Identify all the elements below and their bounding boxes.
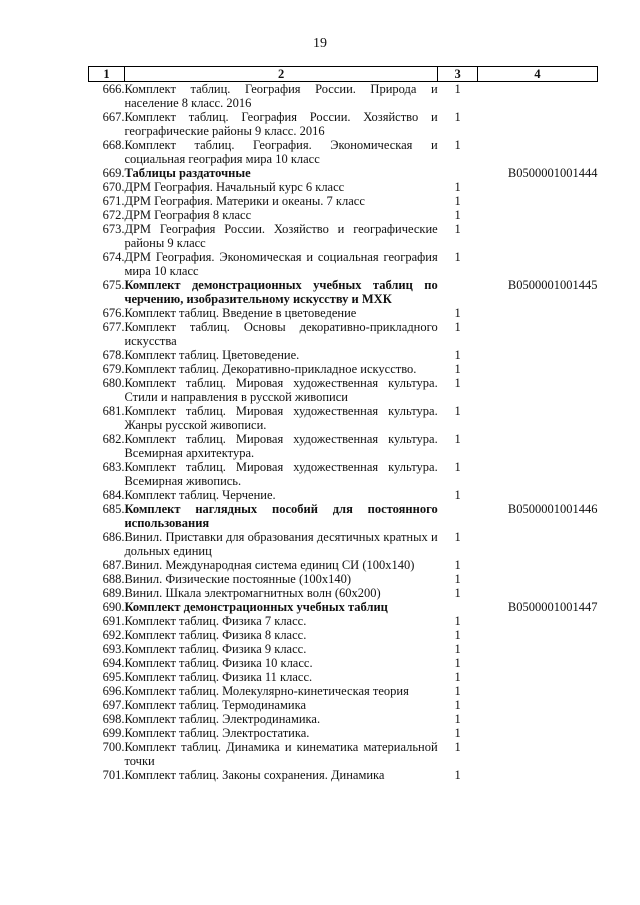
item-quantity: 1 xyxy=(454,768,461,782)
item-code xyxy=(478,208,598,222)
row-number: 684. xyxy=(102,488,125,502)
item-code xyxy=(478,404,598,432)
row-number: 681. xyxy=(102,404,125,418)
item-quantity: 1 xyxy=(454,320,461,334)
row-number: 685. xyxy=(102,502,125,516)
table-row xyxy=(89,110,598,138)
row-number: 678. xyxy=(102,348,125,362)
row-number: 699. xyxy=(102,726,125,740)
row-number: 697. xyxy=(102,698,125,712)
item-name: Комплект демонстрационных учебных таблиц xyxy=(124,600,388,614)
row-number: 668. xyxy=(102,138,125,152)
table-row xyxy=(89,404,598,432)
column-header-1: 1 xyxy=(89,67,125,82)
item-quantity: 1 xyxy=(454,348,461,362)
row-number: 692. xyxy=(102,628,125,642)
item-code: B0500001001445 xyxy=(507,278,598,292)
item-name: Комплект демонстрационных учебных таблиц по черчению, изобразительному искусству и МХК xyxy=(124,278,438,306)
row-number: 701. xyxy=(102,768,125,782)
table-body xyxy=(89,82,598,783)
item-quantity: 1 xyxy=(454,572,461,586)
item-quantity: 1 xyxy=(454,180,461,194)
item-name: Винил. Шкала электромагнитных волн (60х200) xyxy=(124,586,381,600)
table-header xyxy=(89,67,598,82)
table-row xyxy=(89,166,598,180)
table-row xyxy=(89,208,598,222)
table-row xyxy=(89,628,598,642)
item-code xyxy=(478,558,598,572)
item-name: ДРМ География 8 класс xyxy=(124,208,252,222)
column-header-3: 3 xyxy=(438,67,478,82)
table-row xyxy=(89,726,598,740)
row-number: 673. xyxy=(102,222,125,236)
row-number: 669. xyxy=(102,166,125,180)
row-number: 677. xyxy=(102,320,125,334)
row-number: 667. xyxy=(102,110,125,124)
item-quantity: 1 xyxy=(454,82,461,96)
item-code xyxy=(478,348,598,362)
row-number: 689. xyxy=(102,586,125,600)
item-name: Комплект таблиц. Молекулярно-кинетическая теория xyxy=(124,684,409,698)
item-quantity: 1 xyxy=(454,614,461,628)
table-row xyxy=(89,586,598,600)
table-row xyxy=(89,768,598,782)
item-code xyxy=(478,642,598,656)
item-name: Винил. Приставки для образования десятичных кратных и дольных единиц xyxy=(124,530,438,558)
item-code: B0500001001446 xyxy=(507,502,598,516)
table-row xyxy=(89,250,598,278)
item-quantity: 1 xyxy=(454,362,461,376)
item-quantity xyxy=(438,278,478,306)
item-code: B0500001001444 xyxy=(507,166,598,180)
table-row xyxy=(89,488,598,502)
item-quantity: 1 xyxy=(454,460,461,474)
row-number: 674. xyxy=(102,250,125,264)
table-row xyxy=(89,278,598,306)
item-code xyxy=(478,376,598,404)
item-name: Комплект таблиц. Мировая художественная культура. Всемирная архитектура. xyxy=(124,432,438,460)
item-code xyxy=(478,306,598,320)
row-number: 670. xyxy=(102,180,125,194)
table-row xyxy=(89,740,598,768)
item-name: Комплект таблиц. Физика 7 класс. xyxy=(124,614,307,628)
item-code xyxy=(478,488,598,502)
item-quantity: 1 xyxy=(454,530,461,544)
table-row xyxy=(89,530,598,558)
table-row xyxy=(89,348,598,362)
item-quantity: 1 xyxy=(454,684,461,698)
item-quantity: 1 xyxy=(454,656,461,670)
item-code: B0500001001447 xyxy=(507,600,598,614)
row-number: 690. xyxy=(102,600,125,614)
inventory-table xyxy=(88,66,598,782)
table-row xyxy=(89,656,598,670)
row-number: 675. xyxy=(102,278,125,292)
item-name: Комплект таблиц. Введение в цветоведение xyxy=(124,306,357,320)
item-code xyxy=(478,110,598,138)
item-quantity: 1 xyxy=(454,138,461,152)
item-name: Винил. Международная система единиц СИ (100х140) xyxy=(124,558,415,572)
item-name: Комплект таблиц. Физика 8 класс. xyxy=(124,628,307,642)
item-name: Комплект таблиц. Термодинамика xyxy=(124,698,307,712)
row-number: 683. xyxy=(102,460,125,474)
item-name: Таблицы раздаточные xyxy=(124,166,251,180)
item-code xyxy=(478,740,598,768)
page-number: 19 xyxy=(313,36,327,51)
item-code xyxy=(478,460,598,488)
table-row xyxy=(89,600,598,614)
item-name: Комплект таблиц. География России. Хозяйство и географические районы 9 класс. 2016 xyxy=(124,110,438,138)
item-name: Комплект таблиц. География. Экономическая и социальная география мира 10 класс xyxy=(124,138,438,166)
row-number: 698. xyxy=(102,712,125,726)
item-name: Комплект таблиц. Электродинамика. xyxy=(124,712,321,726)
item-quantity: 1 xyxy=(454,222,461,236)
row-number: 700. xyxy=(102,740,125,754)
row-number: 676. xyxy=(102,306,125,320)
table-row xyxy=(89,376,598,404)
item-name: Комплект таблиц. Физика 10 класс. xyxy=(124,656,313,670)
table-row xyxy=(89,614,598,628)
table-row xyxy=(89,684,598,698)
item-name: ДРМ География. Материки и океаны. 7 класс xyxy=(124,194,365,208)
table-row xyxy=(89,320,598,348)
row-number: 696. xyxy=(102,684,125,698)
table-row xyxy=(89,572,598,586)
item-code xyxy=(478,698,598,712)
row-number: 687. xyxy=(102,558,125,572)
table-row xyxy=(89,362,598,376)
row-number: 693. xyxy=(102,642,125,656)
item-quantity: 1 xyxy=(454,404,461,418)
item-code xyxy=(478,712,598,726)
item-quantity: 1 xyxy=(454,250,461,264)
item-quantity: 1 xyxy=(454,488,461,502)
item-code xyxy=(478,138,598,166)
item-quantity: 1 xyxy=(454,306,461,320)
item-name: ДРМ География России. Хозяйство и географические районы 9 класс xyxy=(124,222,438,250)
item-quantity: 1 xyxy=(454,670,461,684)
item-code xyxy=(478,362,598,376)
table-row xyxy=(89,558,598,572)
row-number: 679. xyxy=(102,362,125,376)
item-quantity: 1 xyxy=(454,194,461,208)
item-name: ДРМ География. Начальный курс 6 класс xyxy=(124,180,345,194)
item-code xyxy=(478,180,598,194)
row-number: 694. xyxy=(102,656,125,670)
item-name: Комплект наглядных пособий для постоянного использования xyxy=(124,502,438,530)
row-number: 680. xyxy=(102,376,125,390)
item-quantity: 1 xyxy=(454,642,461,656)
item-quantity: 1 xyxy=(454,110,461,124)
item-name: Комплект таблиц. Мировая художественная культура. Стили и направления в русской живописи xyxy=(124,376,438,404)
item-name: Комплект таблиц. Цветоведение. xyxy=(124,348,300,362)
item-code xyxy=(478,768,598,782)
item-name: ДРМ География. Экономическая и социальная география мира 10 класс xyxy=(124,250,438,278)
table-row xyxy=(89,306,598,320)
item-quantity: 1 xyxy=(454,698,461,712)
item-code xyxy=(478,684,598,698)
item-quantity: 1 xyxy=(454,558,461,572)
item-name: Винил. Физические постоянные (100х140) xyxy=(124,572,352,586)
row-number: 691. xyxy=(102,614,125,628)
item-quantity: 1 xyxy=(454,376,461,390)
item-name: Комплект таблиц. Физика 9 класс. xyxy=(124,642,307,656)
item-code xyxy=(478,614,598,628)
table-row xyxy=(89,642,598,656)
column-header-4: 4 xyxy=(478,67,598,82)
item-code xyxy=(478,572,598,586)
item-quantity: 1 xyxy=(454,432,461,446)
item-quantity xyxy=(438,502,478,530)
row-number: 682. xyxy=(102,432,125,446)
table-row xyxy=(89,712,598,726)
table-row xyxy=(89,432,598,460)
item-quantity: 1 xyxy=(454,628,461,642)
item-quantity: 1 xyxy=(454,586,461,600)
item-quantity xyxy=(438,600,478,614)
item-name: Комплект таблиц. Динамика и кинематика материальной точки xyxy=(124,740,438,768)
item-name: Комплект таблиц. Основы декоративно-прикладного искусства xyxy=(124,320,438,348)
row-number: 695. xyxy=(102,670,125,684)
table-row xyxy=(89,502,598,530)
item-code xyxy=(478,194,598,208)
item-code xyxy=(478,586,598,600)
row-number: 666. xyxy=(102,82,125,96)
table-row xyxy=(89,698,598,712)
item-name: Комплект таблиц. Физика 11 класс. xyxy=(124,670,313,684)
item-quantity: 1 xyxy=(454,712,461,726)
table-row xyxy=(89,180,598,194)
row-number: 686. xyxy=(102,530,125,544)
item-quantity: 1 xyxy=(454,740,461,754)
table-row xyxy=(89,460,598,488)
table-row xyxy=(89,222,598,250)
item-name: Комплект таблиц. Законы сохранения. Динамика xyxy=(124,768,385,782)
row-number: 688. xyxy=(102,572,125,586)
table-row xyxy=(89,670,598,684)
row-number: 671. xyxy=(102,194,125,208)
item-code xyxy=(478,530,598,558)
item-quantity xyxy=(438,166,478,180)
item-code xyxy=(478,82,598,111)
table-row xyxy=(89,138,598,166)
item-name: Комплект таблиц. Электростатика. xyxy=(124,726,310,740)
item-code xyxy=(478,320,598,348)
item-code xyxy=(478,250,598,278)
item-name: Комплект таблиц. Черчение. xyxy=(124,488,276,502)
item-name: Комплект таблиц. Мировая художественная культура. Всемирная живопись. xyxy=(124,460,438,488)
item-code xyxy=(478,726,598,740)
item-code xyxy=(478,432,598,460)
item-name: Комплект таблиц. Мировая художественная культура. Жанры русской живописи. xyxy=(124,404,438,432)
item-name: Комплект таблиц. Декоративно-прикладное искусство. xyxy=(124,362,417,376)
item-quantity: 1 xyxy=(454,208,461,222)
table-row xyxy=(89,194,598,208)
item-code xyxy=(478,628,598,642)
row-number: 672. xyxy=(102,208,125,222)
column-header-2: 2 xyxy=(124,67,437,82)
item-code xyxy=(478,670,598,684)
item-code xyxy=(478,656,598,670)
table-row xyxy=(89,82,598,111)
item-name: Комплект таблиц. География России. Природа и население 8 класс. 2016 xyxy=(124,82,438,110)
item-code xyxy=(478,222,598,250)
item-quantity: 1 xyxy=(454,726,461,740)
